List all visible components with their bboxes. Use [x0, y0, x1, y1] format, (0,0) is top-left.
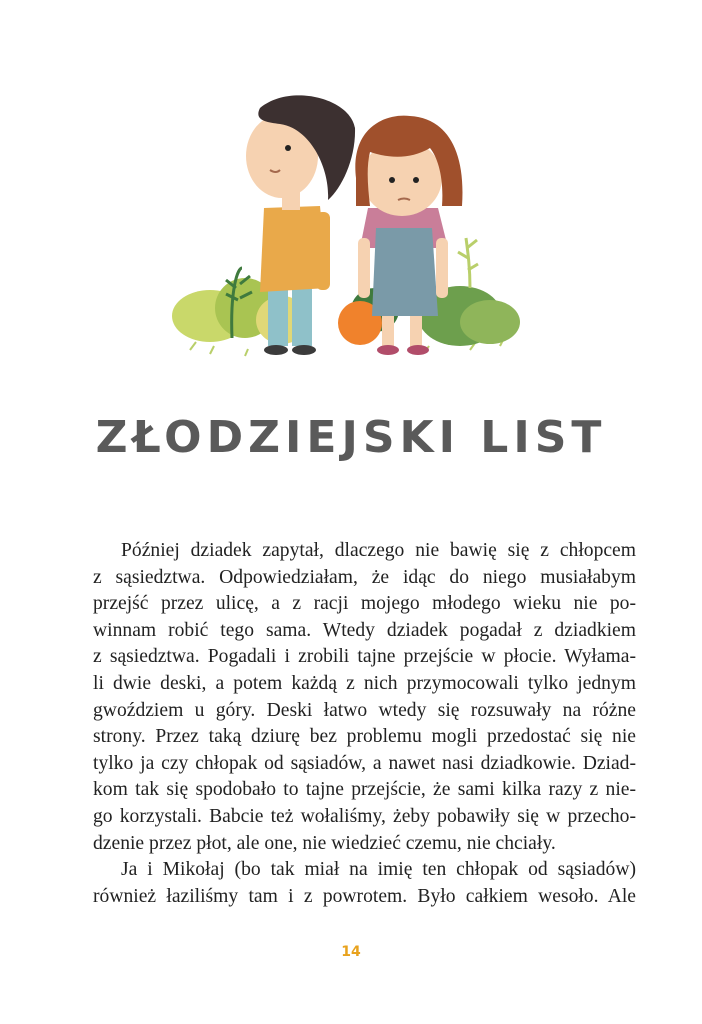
text-line: Ja i Mikołaj (bo tak miał na imię ten chłopak od sąsiadów): [121, 859, 636, 881]
text-line: kom tak się spodobało to tajne przejście, że sami kilka razy z nie-: [93, 779, 636, 801]
text-line: również łaziliśmy tam i z powrotem. Było całkiem wesoło. Ale: [93, 885, 636, 907]
page-number: 14: [341, 944, 361, 960]
text-line: przejść przez ulicę, a z racji mojego młodego wieku nie po-: [93, 593, 636, 615]
text-line: z sąsiedztwa. Odpowiedziałam, że idąc do niego musiałabym: [93, 566, 636, 588]
paragraph: [93, 538, 636, 857]
text-line: Później dziadek zapytał, dlaczego nie bawię się z chłopcem: [121, 540, 636, 561]
body-text: [93, 538, 636, 910]
text-line: gwoździem u góry. Deski łatwo wtedy się rozsuwały na różne: [93, 699, 636, 721]
text-line: strony. Przez taką dziurę bez problemu mogli przedostać się nie: [93, 726, 636, 748]
children-illustration: [170, 88, 530, 368]
text-line: winnam robić tego sama. Wtedy dziadek pogadał z dziadkiem: [93, 619, 636, 641]
text-line: z sąsiedztwa. Pogadali i zrobili tajne przejście w płocie. Wyłama-: [93, 646, 636, 668]
text-line: tylko ja czy chłopak od sąsiadów, a nawet nasi dziadkowie. Dziad-: [93, 752, 636, 774]
text-line: li dwie deski, a potem każdą z nich przymocowali tylko jednym: [93, 672, 636, 694]
text-line: go korzystali. Babcie też wołaliśmy, żeby pobawiły się w przecho-: [93, 805, 636, 827]
paragraph: [93, 857, 636, 910]
text-line: dzenie przez płot, ale one, nie wiedzieć czemu, nie chciały.: [93, 832, 556, 854]
chapter-title: ZŁODZIEJSKI LIST: [95, 412, 607, 463]
